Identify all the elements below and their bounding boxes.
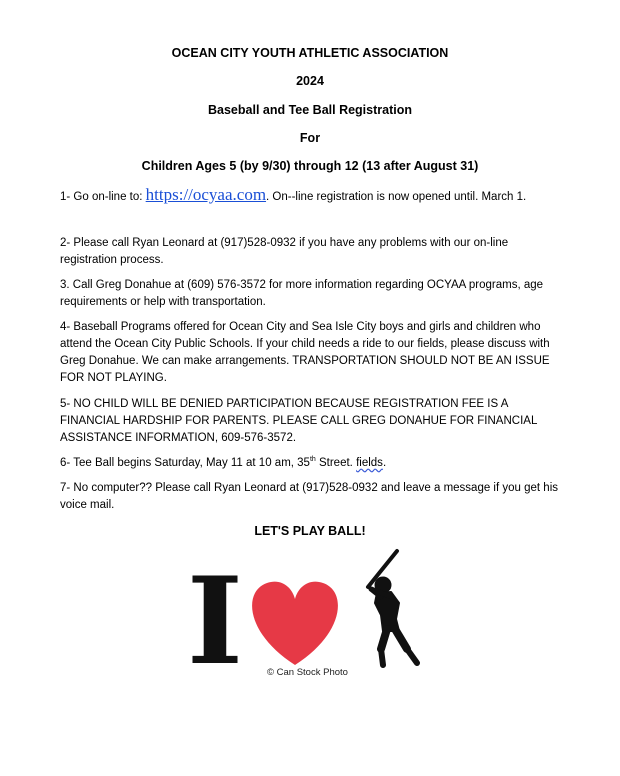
closing-slogan: LET'S PLAY BALL! (254, 524, 366, 538)
item-1-prefix: 1- Go on-line to: (60, 191, 146, 203)
item-6-mid: Street. (315, 457, 357, 469)
item-6 (60, 455, 565, 472)
age-range: Children Ages 5 (by 9/30) through 12 (13 after August 31) (141, 159, 479, 173)
item-6-ordinal: th (309, 456, 316, 464)
item-6-end: . (382, 457, 387, 469)
item-6-fields: fields (356, 457, 383, 469)
item-1 (60, 186, 565, 206)
i-love-baseball-graphic (185, 545, 445, 685)
year: 2024 (296, 74, 324, 88)
item-7: 7- No computer?? Please call Ryan Leonard at (917)528-0932 and leave a message if you get his voice mail. (60, 482, 558, 511)
for-label: For (299, 131, 321, 145)
item-6-prefix: 6- Tee Ball begins Saturday, May 11 at 10 am, 35 (60, 457, 310, 469)
item-2: 2- Please call Ryan Leonard at (917)528-0932 if you have any problems with our on-line registration process. (60, 237, 509, 266)
page-title: Baseball and Tee Ball Registration (208, 103, 412, 117)
item-5: 5- NO CHILD WILL BE DENIED PARTICIPATION BECAUSE REGISTRATION FEE IS A FINANCIAL HARDSHIP FOR PARENTS. PLEASE CALL GREG DONAHUE FOR FINANCIAL ASSISTANCE INFORMATION, 609-576-3572. (60, 398, 537, 444)
letter-i: I (186, 551, 244, 685)
image-credit: © Can Stock Photo (267, 667, 348, 678)
heart-icon (252, 582, 338, 665)
item-4: 4- Baseball Programs offered for Ocean City and Sea Isle City boys and girls and children who attend the Ocean City Public Schools. If your child needs a ride to our fields, please discuss with Greg Donahue. We can make arrangements. TRANSPORTATION SHOULD NOT BE AN ISSUE FOR NOT PLAYING. (60, 321, 550, 384)
org-name: OCEAN CITY YOUTH ATHLETIC ASSOCIATION (171, 46, 449, 60)
item-3: 3. Call Greg Donahue at (609) 576-3572 for more information regarding OCYAA programs, age requirements or help with transportation. (60, 279, 544, 308)
baseball-batter-icon (368, 551, 417, 665)
registration-link[interactable]: https://ocyaa.com (145, 185, 267, 204)
item-1-suffix: . On--line registration is now opened until. March 1. (266, 191, 527, 203)
